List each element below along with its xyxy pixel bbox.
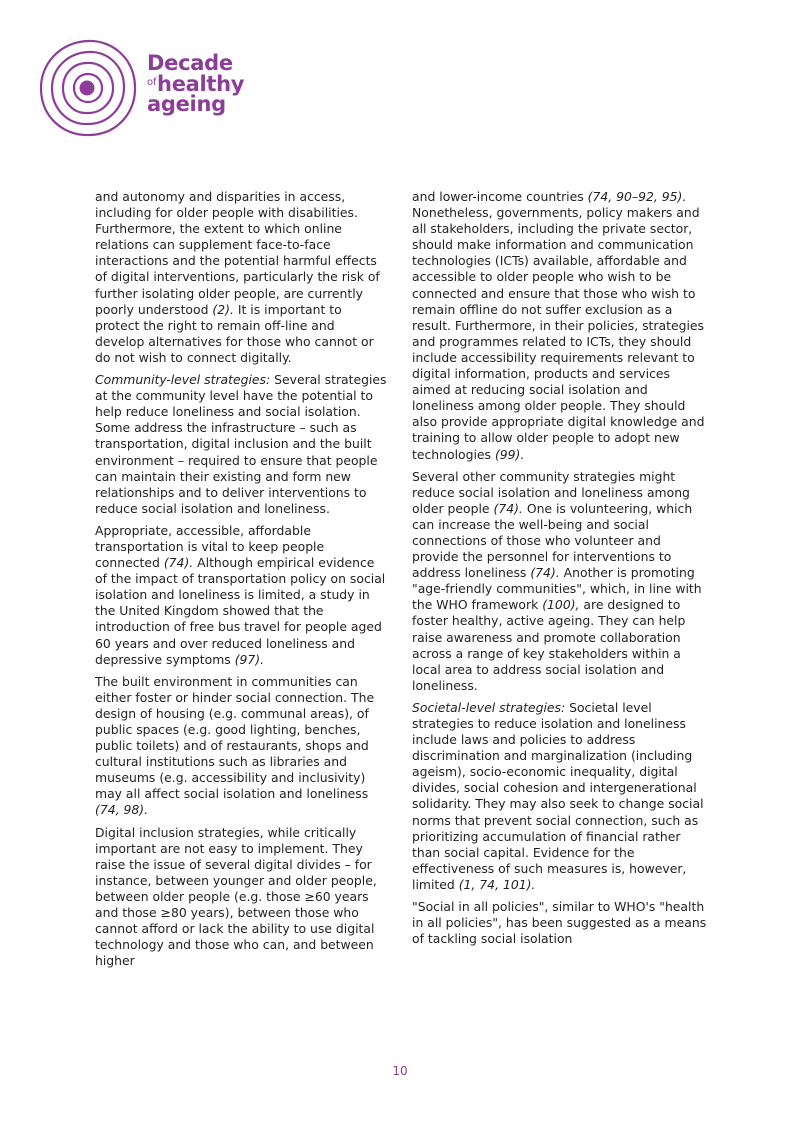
section-heading: Societal-level strategies: (412, 699, 566, 715)
paragraph: The built environment in communities can either foster or hinder social connection. The design of housing (e.g. communal areas), of public spaces (e.g. good lighting, benches, public toilets) and of restaurants, shops and cultural institutions such as libraries and museums (e.g. accessibility and inclusivity) may all affect social isolation and loneliness (74, 98). (95, 673, 375, 818)
citation: (97). (234, 651, 265, 667)
citation: (74). (493, 500, 523, 516)
paragraph: and autonomy and disparities in access, including for older people with disabilities. Furthermore, the extent to which online relations can supplement face-to-face interactions and the potential harmful effects of digital interventions, particularly the risk of further isolating older people, are currently poorly understood (2). It is important to protect the right to remain off-line and develop alternatives for those who cannot or do not wish to connect digitally. (95, 189, 380, 365)
brand-healthy: healthy (157, 72, 245, 96)
citation: (100), (542, 597, 580, 613)
citation: (74). (163, 555, 194, 571)
brand-of: of (147, 77, 157, 88)
citation: (74). (530, 565, 560, 581)
brand-line-decade: Decade (147, 51, 233, 75)
paragraph: Community-level strategies: Several strategies at the community level have the potential to help reduce loneliness and social isolation. Some address the infrastructure – such as transportation, digital inclusion and the built environment – required to ensure that people can maintain their existing and form new relationships and to deliver interventions to reduce social isolation and loneliness. (95, 372, 387, 516)
paragraph: and lower-income countries (74, 90–92, 95). Nonetheless, governments, policy makers and all stakeholders, including the private sector, should make information and communication technologies (ICTs) available, affordable and accessible to older people who wish to be connected and ensure that those who wish to remain offline do not suffer exclusion as a result. Furthermore, in their policies, strategies and programmes related to ICTs, they should include accessibility requirements relevant to digital information, products and services aimed at reducing social isolation and loneliness among older people. They should also provide appropriate digital knowledge and training to allow older people to adopt new technologies (99). (412, 189, 705, 462)
section-heading: Community-level strategies: (95, 372, 271, 388)
decade-healthy-ageing-logo (38, 38, 288, 138)
left-column (95, 189, 387, 975)
concentric-rings-icon (38, 38, 138, 138)
paragraph: "Social in all policies", similar to WHO's "health in all policies", has been suggested as a means of tackling social isolation (412, 899, 707, 947)
paragraph: Appropriate, accessible, affordable transportation is vital to keep people connected (74). Although empirical evidence of the impact of transportation policy on social isolation and loneliness is limited, a study in the United Kingdom showed that the introduction of free bus travel for people aged 60 years and over reduced loneliness and depressive symptoms (97). (95, 522, 386, 667)
paragraph: Digital inclusion strategies, while critically important are not easy to implement. They raise the issue of several digital divides – for instance, between younger and older people, between older people (e.g. those ≥60 years and those ≥80 years), between those who cannot afford or lack the ability to use digital technology and those who can, and between higher (95, 824, 377, 969)
paragraph: Societal-level strategies: Societal level strategies to reduce isolation and loneliness include laws and policies to address discrimination and marginalization (including ageism), socio-economic inequality, digital divides, social cohesion and intergenerational solidarity. They may also seek to change social norms that prevent social connection, such as prioritizing accumulation of financial rather than social capital. Evidence for the effectiveness of such measures is, however, limited (1, 74, 101). (412, 699, 704, 892)
citation: (2). (212, 301, 234, 317)
page-number: 10 (392, 1064, 408, 1078)
brand-wordmark (147, 53, 244, 114)
brand-line-healthy (147, 73, 244, 94)
citation: (99). (494, 446, 525, 462)
right-column (412, 189, 707, 953)
brand-line-ageing: ageing (147, 92, 226, 116)
paragraph: Several other community strategies might reduce social isolation and loneliness among older people (74). One is volunteering, which can increase the well-being and social connections of those who volunteer and provide the personnel for interventions to address loneliness (74). Another is promoting "age-friendly communities", which, in line with the WHO framework (100), are designed to foster healthy, active ageing. They can help raise awareness and promote collaboration across a range of key stakeholders within a local area to address social isolation and loneliness. (412, 468, 702, 693)
citation: (74, 90–92, 95). (587, 189, 687, 204)
citation: (74, 98). (95, 802, 149, 818)
citation: (1, 74, 101). (458, 876, 536, 892)
